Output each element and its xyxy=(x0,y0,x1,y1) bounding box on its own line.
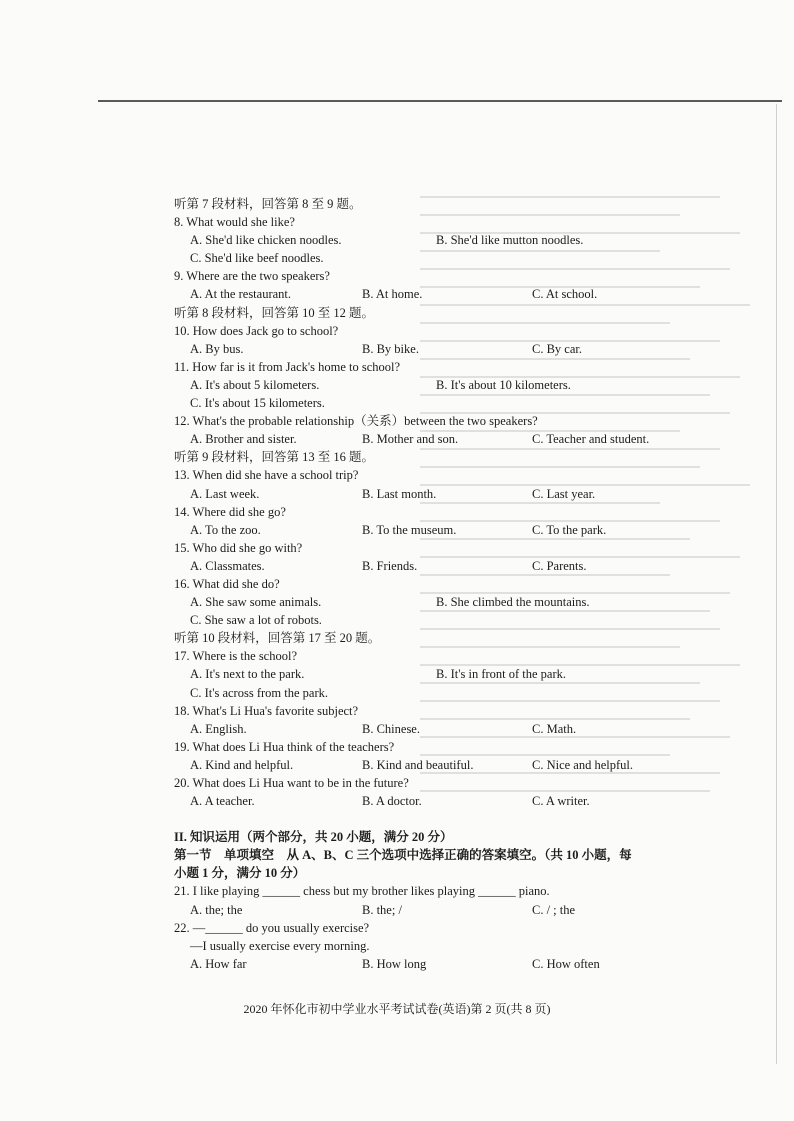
option-c: C. Math. xyxy=(532,721,577,736)
option-c: C. At school. xyxy=(532,287,598,302)
options-row xyxy=(174,376,624,394)
options-row xyxy=(174,792,624,810)
page-edge xyxy=(776,104,777,1064)
section-subtitle: 第一节 单项填空 从 A、B、C 三个选项中选择正确的答案填空。（共 10 小题，每 xyxy=(174,848,632,863)
question-text: 12. What's the probable relationship（关系）between the two speakers? xyxy=(174,414,538,429)
option-b: B. Kind and beautiful. xyxy=(362,757,474,772)
option-c: C. To the park. xyxy=(532,522,607,537)
page-footer: 2020 年怀化市初中学业水平考试试卷(英语)第 2 页(共 8 页) xyxy=(243,1002,551,1016)
instruction: 听第 9 段材料，回答第 13 至 16 题。 xyxy=(174,450,375,465)
question-text: 17. Where is the school? xyxy=(174,649,297,664)
option-a: A. She'd like chicken noodles. xyxy=(190,233,342,248)
option-a: A. Kind and helpful. xyxy=(190,757,294,772)
option-a: A. Last week. xyxy=(190,486,260,501)
instruction: 听第 8 段材料，回答第 10 至 12 题。 xyxy=(174,305,375,320)
option-c: C. By car. xyxy=(532,341,582,356)
question-text: 11. How far is it from Jack's home to school? xyxy=(174,359,401,374)
option-b: B. She'd like mutton noodles. xyxy=(436,233,584,248)
option-a: A. Brother and sister. xyxy=(190,432,297,447)
option-a: A. It's next to the park. xyxy=(190,667,305,682)
option-c: C. / ; the xyxy=(532,902,576,917)
question-text: 20. What does Li Hua want to be in the future? xyxy=(174,776,409,790)
options-row xyxy=(174,231,624,249)
question-text: 14. Where did she go? xyxy=(174,504,286,519)
top-rule xyxy=(98,100,782,102)
question-text: 13. When did she have a school trip? xyxy=(174,468,359,483)
option-b: B. Mother and son. xyxy=(362,432,459,447)
option-b: B. It's about 10 kilometers. xyxy=(436,377,571,392)
options-row xyxy=(174,684,624,702)
option-a: A. It's about 5 kilometers. xyxy=(190,377,320,392)
section-subtitle: 小题 1 分，满分 10 分） xyxy=(174,866,306,881)
option-a: A. English. xyxy=(190,721,247,736)
options-row xyxy=(174,557,624,575)
option-b: B. A doctor. xyxy=(362,794,422,809)
exam-content xyxy=(174,195,650,973)
options-row xyxy=(174,611,624,629)
option-c: C. She'd like beef noodles. xyxy=(190,251,324,266)
dialogue-reply: —I usually exercise every morning. xyxy=(190,938,370,953)
option-b: B. She climbed the mountains. xyxy=(436,595,590,610)
question-text: 10. How does Jack go to school? xyxy=(174,323,339,338)
instruction: 听第 7 段材料，回答第 8 至 9 题。 xyxy=(174,197,362,211)
option-a: A. How far xyxy=(190,956,247,971)
option-b: B. Last month. xyxy=(362,486,437,501)
options-row xyxy=(174,955,624,973)
options-row xyxy=(174,394,624,412)
option-c: C. It's across from the park. xyxy=(190,685,328,700)
instruction: 听第 10 段材料，回答第 17 至 20 题。 xyxy=(174,631,381,646)
option-a: A. Classmates. xyxy=(190,558,265,573)
options-row xyxy=(174,285,624,303)
option-b: B. By bike. xyxy=(362,341,419,356)
option-c: C. Parents. xyxy=(532,558,587,573)
options-row xyxy=(174,430,650,448)
options-row xyxy=(174,521,624,539)
option-b: B. How long xyxy=(362,956,427,971)
option-a: A. She saw some animals. xyxy=(190,595,322,610)
option-a: A. A teacher. xyxy=(190,794,255,809)
option-b: B. To the museum. xyxy=(362,522,457,537)
option-b: B. Friends. xyxy=(362,558,418,573)
options-row xyxy=(174,340,624,358)
option-b: B. Chinese. xyxy=(362,721,420,736)
option-a: A. To the zoo. xyxy=(190,522,261,537)
question-text: 18. What's Li Hua's favorite subject? xyxy=(174,703,359,718)
option-b: B. At home. xyxy=(362,287,423,302)
options-row xyxy=(174,593,624,611)
section-title: II. 知识运用（两个部分，共 20 小题，满分 20 分） xyxy=(174,830,453,845)
options-row xyxy=(174,665,624,683)
option-b: B. the; / xyxy=(362,902,402,917)
option-c: C. She saw a lot of robots. xyxy=(190,613,322,628)
option-a: A. the; the xyxy=(190,902,243,917)
option-a: A. By bus. xyxy=(190,341,244,356)
question-text: 19. What does Li Hua think of the teachers? xyxy=(174,739,395,754)
question-text: 16. What did she do? xyxy=(174,576,280,591)
option-c: C. Last year. xyxy=(532,486,596,501)
question-text: 22. —______ do you usually exercise? xyxy=(174,920,370,935)
option-c: C. How often xyxy=(532,956,600,971)
option-a: A. At the restaurant. xyxy=(190,287,292,302)
option-c: C. Teacher and student. xyxy=(532,432,650,447)
options-row xyxy=(174,756,634,774)
options-row xyxy=(174,249,624,267)
option-c: C. Nice and helpful. xyxy=(532,757,634,772)
option-c: C. A writer. xyxy=(532,794,590,809)
options-row xyxy=(174,901,624,919)
question-text: 21. I like playing ______ chess but my brother likes playing ______ piano. xyxy=(174,884,550,899)
question-text: 15. Who did she go with? xyxy=(174,540,303,555)
option-c: C. It's about 15 kilometers. xyxy=(190,396,325,411)
question-text: 8. What would she like? xyxy=(174,215,295,230)
option-b: B. It's in front of the park. xyxy=(436,667,567,682)
options-row xyxy=(174,720,624,738)
question-text: 9. Where are the two speakers? xyxy=(174,269,330,284)
options-row xyxy=(174,485,624,503)
